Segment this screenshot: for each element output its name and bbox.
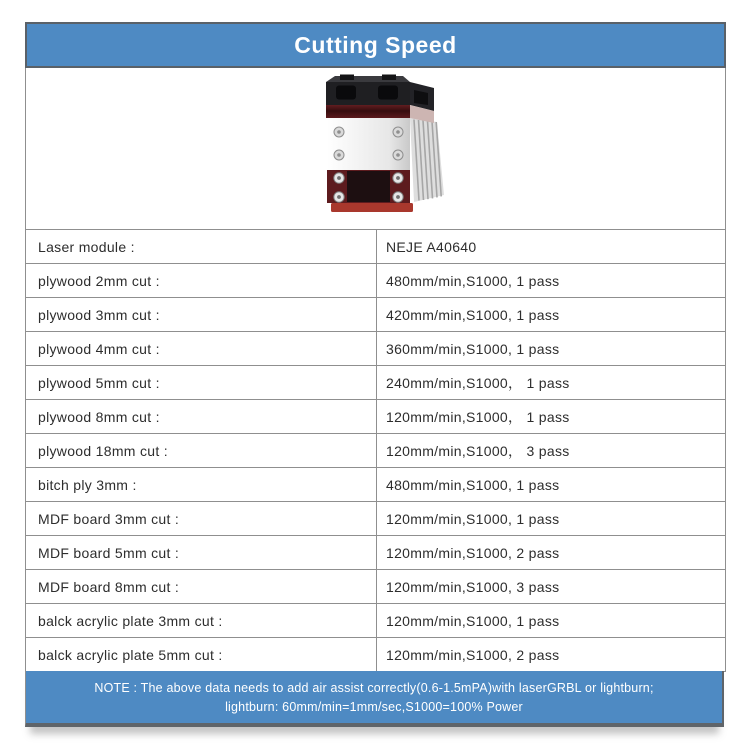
row-label: plywood 2mm cut : xyxy=(26,264,377,297)
row-value: 120mm/min,S1000， 1 pass xyxy=(386,408,570,425)
laser-module-image xyxy=(306,74,446,229)
table-row xyxy=(26,434,725,468)
row-label: bitch ply 3mm : xyxy=(26,468,377,501)
spec-sheet xyxy=(25,22,726,727)
table-row xyxy=(26,298,725,332)
row-value: 480mm/min,S1000, 1 pass xyxy=(386,272,560,289)
row-value: 480mm/min,S1000, 1 pass xyxy=(386,476,560,493)
table-row xyxy=(26,638,725,672)
row-value: 420mm/min,S1000, 1 pass xyxy=(386,306,560,323)
row-label: plywood 3mm cut : xyxy=(26,298,377,331)
row-label: Laser module : xyxy=(26,230,377,263)
row-value: 120mm/min,S1000, 3 pass xyxy=(386,578,560,595)
row-label: plywood 8mm cut : xyxy=(26,400,377,433)
row-value: 120mm/min,S1000, 1 pass xyxy=(386,510,560,527)
row-label: balck acrylic plate 5mm cut : xyxy=(26,638,377,671)
row-value: 120mm/min,S1000， 3 pass xyxy=(386,442,570,459)
page-title: Cutting Speed xyxy=(294,31,457,58)
product-image-area xyxy=(25,68,726,229)
table-row xyxy=(26,468,725,502)
row-value: 120mm/min,S1000, 1 pass xyxy=(386,612,560,629)
table-row xyxy=(26,536,725,570)
row-value: 120mm/min,S1000, 2 pass xyxy=(386,646,560,663)
row-label: balck acrylic plate 3mm cut : xyxy=(26,604,377,637)
table-row xyxy=(26,604,725,638)
table-row xyxy=(26,230,725,264)
row-label: MDF board 8mm cut : xyxy=(26,570,377,603)
table-row xyxy=(26,400,725,434)
spec-table xyxy=(25,229,726,672)
footer-note xyxy=(25,671,724,727)
row-label: plywood 5mm cut : xyxy=(26,366,377,399)
table-row xyxy=(26,366,725,400)
row-value: 360mm/min,S1000, 1 pass xyxy=(386,340,560,357)
row-value: NEJE A40640 xyxy=(386,238,477,255)
row-label: plywood 18mm cut : xyxy=(26,434,377,467)
table-row xyxy=(26,264,725,298)
row-value: 120mm/min,S1000, 2 pass xyxy=(386,544,560,561)
row-label: plywood 4mm cut : xyxy=(26,332,377,365)
table-row xyxy=(26,502,725,536)
table-row xyxy=(26,332,725,366)
row-value: 240mm/min,S1000， 1 pass xyxy=(386,374,570,391)
heatsink-fins xyxy=(410,118,444,202)
header-banner xyxy=(25,22,726,68)
row-label: MDF board 5mm cut : xyxy=(26,536,377,569)
table-row xyxy=(26,570,725,604)
row-label: MDF board 3mm cut : xyxy=(26,502,377,535)
note-line-1: NOTE : The above data needs to add air assist correctly(0.6-1.5mPA)with laserGRBL or lightburn; xyxy=(94,680,654,695)
note-line-2: lightburn: 60mm/min=1mm/sec,S1000=100% Power xyxy=(225,699,523,714)
